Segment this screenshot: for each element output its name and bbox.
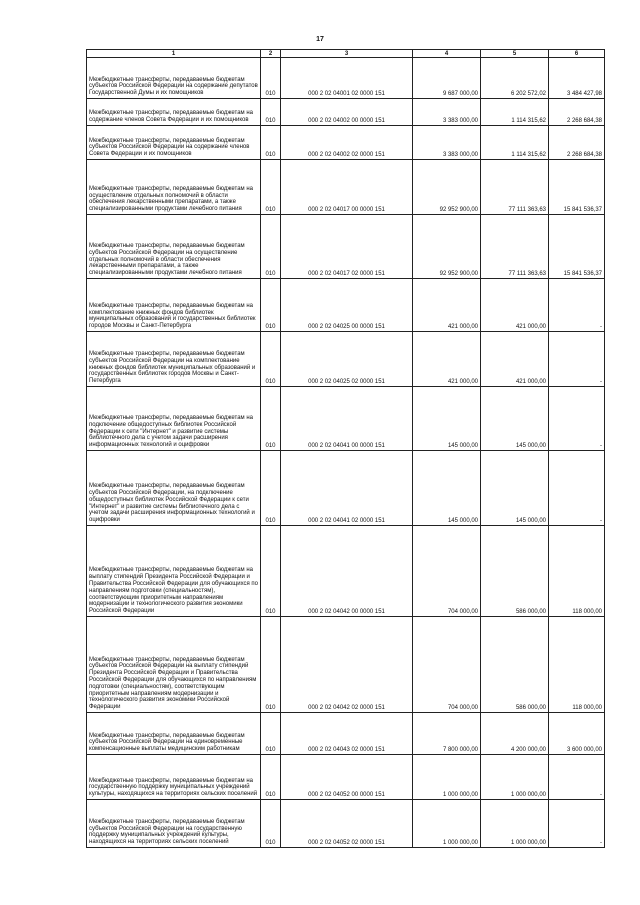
row-approved-cell: 7 800 000,00 — [413, 713, 481, 755]
row-name-cell: Межбюджетные трансферты, передаваемые бюджетам субъектов Российской Федерации на осуществление отдельных полномочий в области обеспечения лекарственными препаратами, а также специализированными продуктами лечебного питания — [87, 215, 261, 279]
table-row — [87, 332, 605, 387]
row-kbk-cell: 000 2 02 04042 00 0000 151 — [281, 526, 413, 617]
row-remaining-cell: - — [549, 279, 605, 332]
row-approved-cell: 92 952 900,00 — [413, 160, 481, 215]
row-approved-cell: 145 000,00 — [413, 451, 481, 526]
row-name-cell: Межбюджетные трансферты, передаваемые бюджетам субъектов Российской Федерации на комплектование книжных фондов библиотек муниципальных образований и государственных библиотек городов Москвы и Санкт-Петербурга — [87, 332, 261, 387]
row-executed-cell: 4 200 000,00 — [481, 713, 549, 755]
table-row — [87, 755, 605, 800]
row-remaining-cell: 2 268 684,38 — [549, 99, 605, 126]
row-name-cell: Межбюджетные трансферты, передаваемые бюджетам на выплату стипендий Президента Российской Федерации и Правительства Российской Федерации для обучающихся по направлениям подготовки (специальностям), соответствующим приоритетным направлениям модернизации и технологического развития экономики Российской Федерации — [87, 526, 261, 617]
table-row — [87, 617, 605, 713]
row-kbk-cell: 000 2 02 04002 02 0000 151 — [281, 126, 413, 160]
row-code-cell: 010 — [261, 332, 281, 387]
row-code-cell: 010 — [261, 99, 281, 126]
row-approved-cell: 145 000,00 — [413, 387, 481, 451]
row-name-cell: Межбюджетные трансферты, передаваемые бюджетам на содержание членов Совета Федерации и их помощников — [87, 99, 261, 126]
row-executed-cell: 6 202 572,02 — [481, 58, 549, 99]
row-remaining-cell: 118 000,00 — [549, 526, 605, 617]
column-header: 3 — [281, 50, 413, 58]
table-row — [87, 526, 605, 617]
row-code-cell: 010 — [261, 387, 281, 451]
row-remaining-cell: 3 600 000,00 — [549, 713, 605, 755]
table-row — [87, 279, 605, 332]
row-code-cell: 010 — [261, 800, 281, 848]
row-remaining-cell: 3 484 427,98 — [549, 58, 605, 99]
row-approved-cell: 704 000,00 — [413, 526, 481, 617]
row-executed-cell: 145 000,00 — [481, 451, 549, 526]
row-name-cell: Межбюджетные трансферты, передаваемые бюджетам субъектов Российской Федерации на единовременные компенсационные выплаты медицинским работникам — [87, 713, 261, 755]
row-executed-cell: 586 000,00 — [481, 526, 549, 617]
column-header-row — [87, 50, 605, 58]
table-row — [87, 160, 605, 215]
row-approved-cell: 3 383 000,00 — [413, 126, 481, 160]
row-kbk-cell: 000 2 02 04001 02 0000 151 — [281, 58, 413, 99]
row-code-cell: 010 — [261, 215, 281, 279]
row-remaining-cell: 2 268 684,38 — [549, 126, 605, 160]
row-name-cell: Межбюджетные трансферты, передаваемые бюджетам субъектов Российской Федерации на содержание членов Совета Федерации и их помощников — [87, 126, 261, 160]
column-header: 2 — [261, 50, 281, 58]
row-executed-cell: 1 000 000,00 — [481, 755, 549, 800]
row-approved-cell: 421 000,00 — [413, 279, 481, 332]
column-header: 6 — [549, 50, 605, 58]
table-row — [87, 800, 605, 848]
row-executed-cell: 1 114 315,62 — [481, 126, 549, 160]
row-approved-cell: 3 383 000,00 — [413, 99, 481, 126]
row-kbk-cell: 000 2 02 04041 00 0000 151 — [281, 387, 413, 451]
row-kbk-cell: 000 2 02 04025 02 0000 151 — [281, 332, 413, 387]
row-name-cell: Межбюджетные трансферты, передаваемые бюджетам субъектов Российской Федерации на выплату стипендий Президента Российской Федерации и Правительства Российской Федерации для обучающихся по направлениям подготовки (специальностям), соответствующим приоритетным направлениям модернизации и технологического развития экономики Российской Федерации — [87, 617, 261, 713]
row-name-cell: Межбюджетные трансферты, передаваемые бюджетам субъектов Российской Федерации на государственную поддержку муниципальных учреждений культуры, находящихся на территориях сельских поселений — [87, 800, 261, 848]
row-remaining-cell: - — [549, 387, 605, 451]
row-remaining-cell: - — [549, 332, 605, 387]
table-row — [87, 58, 605, 99]
row-kbk-cell: 000 2 02 04043 02 0000 151 — [281, 713, 413, 755]
row-kbk-cell: 000 2 02 04017 02 0000 151 — [281, 215, 413, 279]
page-number: 17 — [316, 36, 324, 43]
budget-table — [86, 49, 605, 848]
row-name-cell: Межбюджетные трансферты, передаваемые бюджетам на государственную поддержку муниципальных учреждений культуры, находящихся на территориях сельских поселений — [87, 755, 261, 800]
column-header: 1 — [87, 50, 261, 58]
row-approved-cell: 1 000 000,00 — [413, 755, 481, 800]
table-row — [87, 215, 605, 279]
row-name-cell: Межбюджетные трансферты, передаваемые бюджетам на комплектование книжных фондов библиотек муниципальных образований и государственных библиотек городов Москвы и Санкт-Петербурга — [87, 279, 261, 332]
row-code-cell: 010 — [261, 526, 281, 617]
table-row — [87, 126, 605, 160]
row-approved-cell: 9 687 000,00 — [413, 58, 481, 99]
row-kbk-cell: 000 2 02 04052 02 0000 151 — [281, 800, 413, 848]
row-approved-cell: 92 952 900,00 — [413, 215, 481, 279]
table-row — [87, 713, 605, 755]
row-executed-cell: 1 114 315,62 — [481, 99, 549, 126]
row-name-cell: Межбюджетные трансферты, передаваемые бюджетам на подключение общедоступных библиотек Российской Федерации к сети "Интернет" и развитие системы библиотечного дела с учетом задачи расширения информационных технологий и оцифровки — [87, 387, 261, 451]
row-code-cell: 010 — [261, 617, 281, 713]
row-remaining-cell: - — [549, 800, 605, 848]
row-executed-cell: 1 000 000,00 — [481, 800, 549, 848]
row-kbk-cell: 000 2 02 04041 02 0000 151 — [281, 451, 413, 526]
row-remaining-cell: - — [549, 755, 605, 800]
row-executed-cell: 421 000,00 — [481, 332, 549, 387]
column-header: 4 — [413, 50, 481, 58]
row-executed-cell: 77 111 363,63 — [481, 160, 549, 215]
row-code-cell: 010 — [261, 58, 281, 99]
row-code-cell: 010 — [261, 755, 281, 800]
row-code-cell: 010 — [261, 160, 281, 215]
column-header: 5 — [481, 50, 549, 58]
row-approved-cell: 421 000,00 — [413, 332, 481, 387]
row-kbk-cell: 000 2 02 04002 00 0000 151 — [281, 99, 413, 126]
row-name-cell: Межбюджетные трансферты, передаваемые бюджетам субъектов Российской Федерации, на подключение общедоступных библиотек Российской Федерации к сети "Интернет" и развитие системы библиотечного дела с учетом задачи расширения информационных технологий и оцифровки — [87, 451, 261, 526]
row-executed-cell: 586 000,00 — [481, 617, 549, 713]
row-remaining-cell: 15 841 536,37 — [549, 160, 605, 215]
row-executed-cell: 145 000,00 — [481, 387, 549, 451]
row-code-cell: 010 — [261, 713, 281, 755]
row-remaining-cell: 15 841 536,37 — [549, 215, 605, 279]
row-approved-cell: 1 000 000,00 — [413, 800, 481, 848]
row-kbk-cell: 000 2 02 04042 02 0000 151 — [281, 617, 413, 713]
table-row — [87, 387, 605, 451]
row-kbk-cell: 000 2 02 04017 00 0000 151 — [281, 160, 413, 215]
row-name-cell: Межбюджетные трансферты, передаваемые бюджетам субъектов Российской Федерации на содержание депутатов Государственной Думы и их помощников — [87, 58, 261, 99]
row-name-cell: Межбюджетные трансферты, передаваемые бюджетам на осуществление отдельных полномочий в области обеспечения лекарственными препаратами, а также специализированными продуктами лечебного питания — [87, 160, 261, 215]
row-executed-cell: 77 111 363,63 — [481, 215, 549, 279]
row-code-cell: 010 — [261, 451, 281, 526]
row-approved-cell: 704 000,00 — [413, 617, 481, 713]
row-code-cell: 010 — [261, 126, 281, 160]
row-kbk-cell: 000 2 02 04052 00 0000 151 — [281, 755, 413, 800]
row-code-cell: 010 — [261, 279, 281, 332]
table-row — [87, 451, 605, 526]
row-remaining-cell: 118 000,00 — [549, 617, 605, 713]
table-row — [87, 99, 605, 126]
row-executed-cell: 421 000,00 — [481, 279, 549, 332]
row-remaining-cell: - — [549, 451, 605, 526]
row-kbk-cell: 000 2 02 04025 00 0000 151 — [281, 279, 413, 332]
